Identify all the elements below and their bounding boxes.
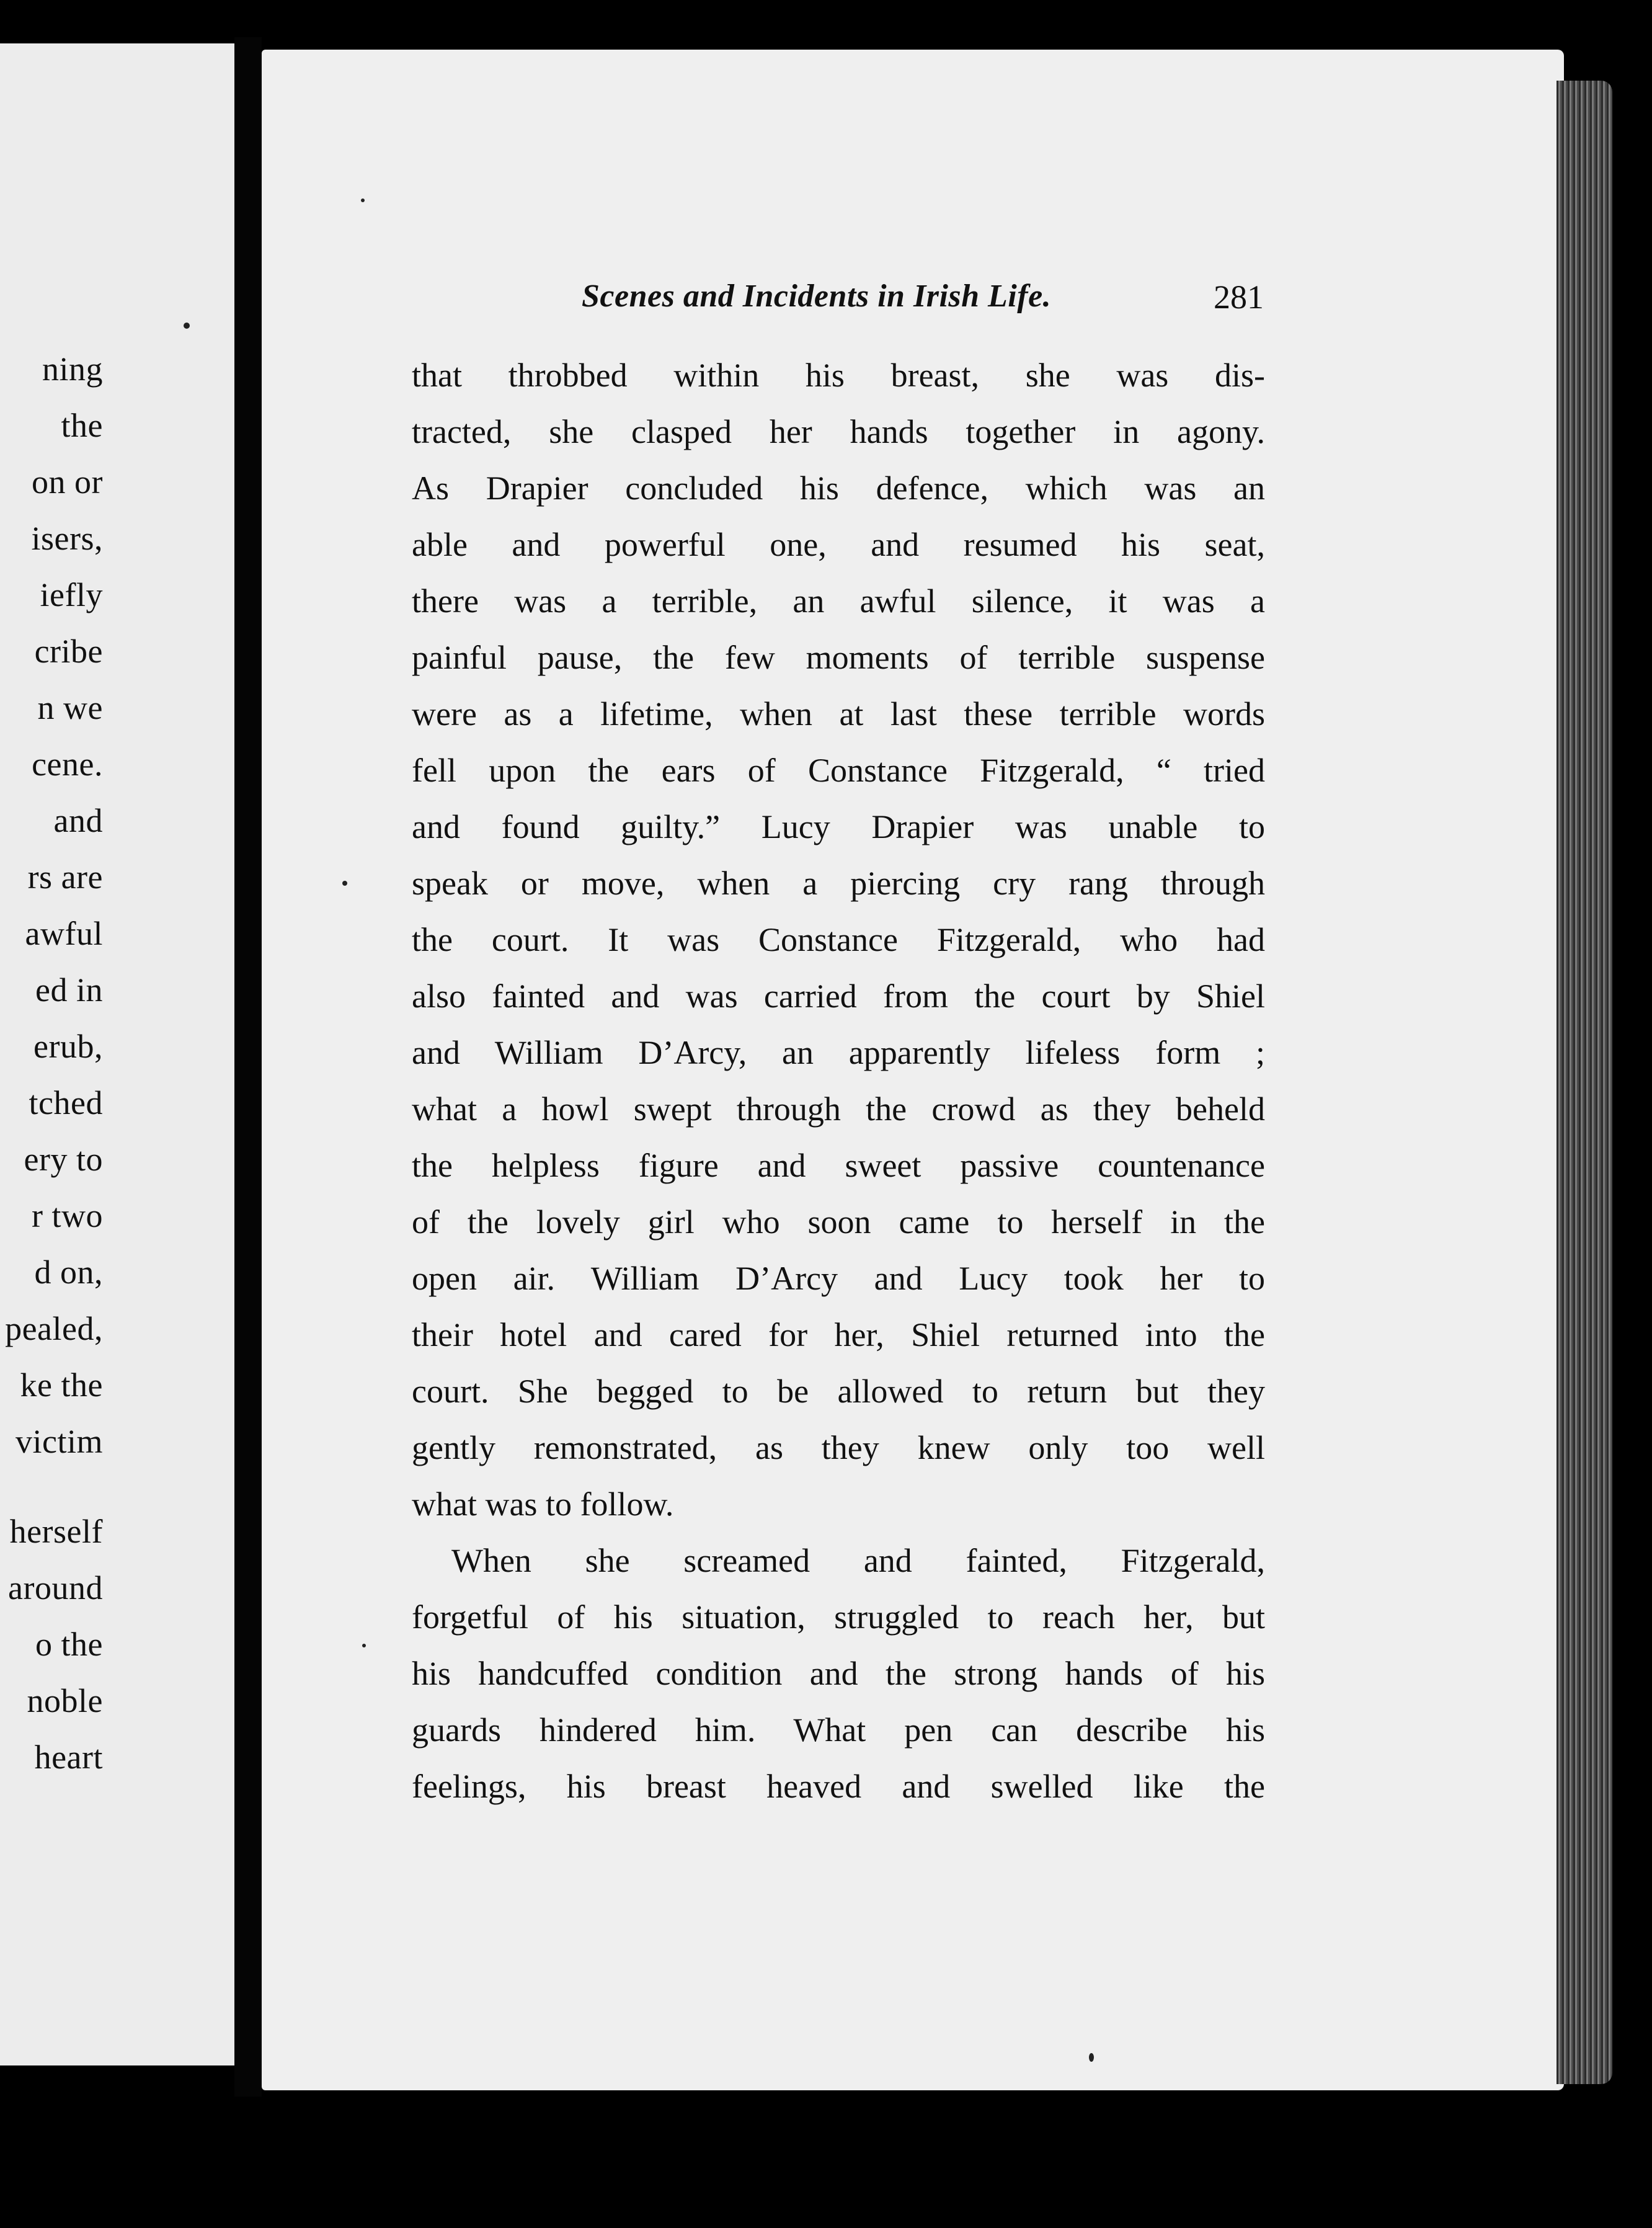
text-line: speak or move, when a piercing cry rang through <box>412 865 1265 902</box>
left-page-text <box>5 341 103 1786</box>
text-line: the helpless figure and sweet passive countenance <box>412 1147 1265 1184</box>
ink-speck <box>184 323 190 329</box>
left-line: herself <box>9 1513 103 1550</box>
left-line: around <box>8 1569 103 1606</box>
left-line: r two <box>32 1197 103 1234</box>
text-line: open air. William D’Arcy and Lucy took her to <box>412 1260 1265 1297</box>
left-line: o the <box>35 1626 103 1663</box>
text-line: painful pause, the few moments of terrible suspense <box>412 639 1265 676</box>
text-line: forgetful of his situation, struggled to reach her, but <box>412 1598 1265 1636</box>
left-line: erub, <box>33 1028 103 1065</box>
left-line: and <box>53 802 103 839</box>
left-line: ning <box>42 350 103 388</box>
left-line: the <box>61 407 103 444</box>
text-line: fell upon the ears of Constance Fitzgerald, “ tried <box>412 752 1265 789</box>
text-line: feelings, his breast heaved and swelled like the <box>412 1768 1265 1805</box>
text-line: gently remonstrated, as they knew only too well <box>412 1429 1265 1466</box>
header-title: Scenes and Incidents in Irish Life. <box>582 278 1052 314</box>
ink-speck <box>342 881 347 886</box>
left-line: isers, <box>31 520 103 557</box>
left-page-fragment <box>0 43 234 2065</box>
text-line: of the lovely girl who soon came to herself in the <box>412 1203 1265 1241</box>
ink-speck <box>362 1644 366 1647</box>
left-line: iefly <box>40 576 103 613</box>
page-edges <box>1557 81 1612 2084</box>
text-line: guards hindered him. What pen can describe his <box>412 1711 1265 1749</box>
left-line: cene. <box>32 746 103 783</box>
text-line: tracted, she clasped her hands together in agony. <box>412 413 1265 450</box>
ink-speck <box>361 198 365 202</box>
left-line: on or <box>32 463 103 501</box>
text-line: that throbbed within his breast, she was dis- <box>412 357 1265 394</box>
body-text <box>412 347 1265 1815</box>
page-number: 281 <box>1214 278 1264 316</box>
text-line: what was to follow. <box>412 1486 674 1523</box>
left-line: pealed, <box>5 1310 103 1347</box>
text-line: his handcuffed condition and the strong hands of his <box>412 1655 1265 1692</box>
text-line: court. She begged to be allowed to return but they <box>412 1373 1265 1410</box>
ink-speck <box>1089 2053 1094 2062</box>
running-header <box>582 278 1264 321</box>
left-line: noble <box>27 1682 103 1719</box>
text-line: their hotel and cared for her, Shiel returned into the <box>412 1316 1265 1353</box>
text-line: As Drapier concluded his defence, which was an <box>412 470 1265 507</box>
left-line: heart <box>34 1739 103 1776</box>
book-gutter <box>234 37 262 2097</box>
left-line: d on, <box>34 1254 103 1291</box>
left-line: awful <box>25 915 103 952</box>
text-line: and William D’Arcy, an apparently lifeless form ; <box>412 1034 1265 1071</box>
left-line: cribe <box>34 633 103 670</box>
left-line: rs are <box>27 858 103 896</box>
left-line: ke the <box>20 1366 103 1404</box>
text-line: able and powerful one, and resumed his seat, <box>412 526 1265 563</box>
text-line: were as a lifetime, when at last these terrible words <box>412 695 1265 733</box>
text-line: and found guilty.” Lucy Drapier was unable to <box>412 808 1265 845</box>
left-line: victim <box>16 1423 103 1460</box>
text-line: also fainted and was carried from the court by Shiel <box>412 978 1265 1015</box>
text-line: there was a terrible, an awful silence, it was a <box>412 582 1265 620</box>
left-line: n we <box>37 689 103 726</box>
paragraph-first-line: When she screamed and fainted, Fitzgerald, <box>451 1542 1265 1579</box>
text-line: the court. It was Constance Fitzgerald, who had <box>412 921 1265 958</box>
left-line: ed in <box>35 971 103 1009</box>
left-line: tched <box>29 1084 103 1121</box>
text-line: what a howl swept through the crowd as they beheld <box>412 1090 1265 1128</box>
left-line: ery to <box>24 1141 103 1178</box>
